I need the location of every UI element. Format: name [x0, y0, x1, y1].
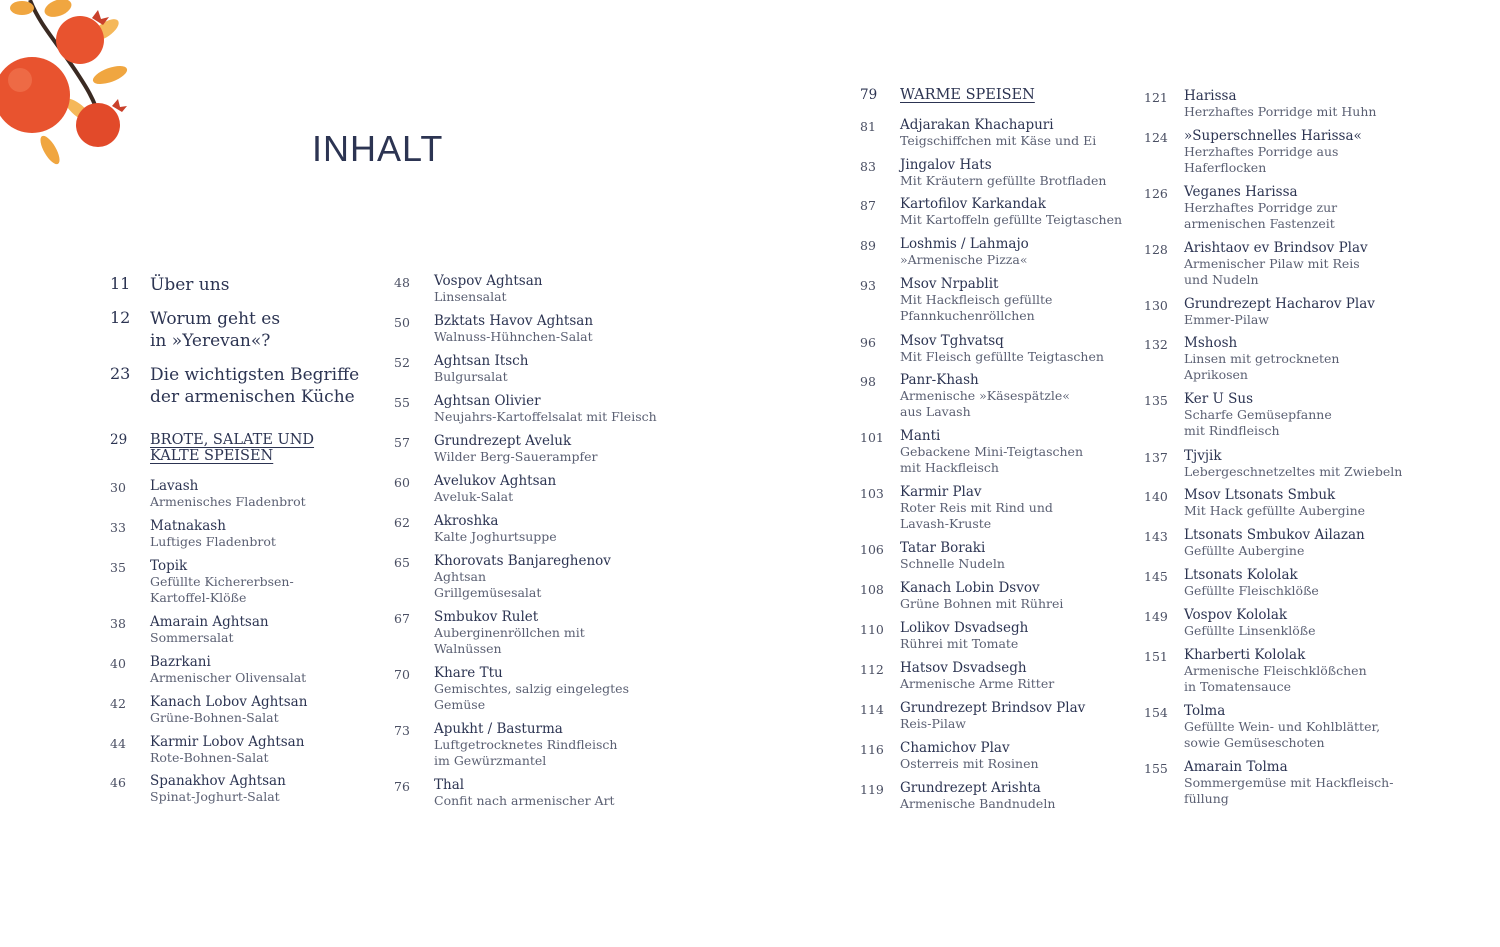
toc-entry	[1144, 607, 1316, 639]
recipe-name: Smbukov Rulet	[434, 609, 539, 625]
toc-entry	[110, 518, 276, 550]
recipe-description: Reis-Pilaw	[900, 716, 967, 731]
recipe-description: im Gewürzmantel	[434, 753, 547, 768]
toc-entry	[110, 478, 306, 510]
recipe-description: Auberginenröllchen mit	[434, 625, 585, 640]
recipe-name: Ltsonats Smbukov Ailazan	[1184, 527, 1365, 543]
toc-entry	[110, 694, 307, 726]
page-number: 79	[860, 87, 878, 103]
recipe-name: Msov Ltsonats Smbuk	[1184, 487, 1336, 503]
recipe-name: Manti	[900, 428, 941, 444]
toc-entry	[394, 777, 615, 809]
section-title: KALTE SPEISEN	[150, 448, 274, 464]
toc-entry	[1144, 128, 1362, 176]
recipe-name: Grundrezept Arishta	[900, 780, 1041, 796]
recipe-description: füllung	[1184, 791, 1229, 806]
toc-entry	[394, 513, 557, 545]
recipe-name: Adjarakan Khachapuri	[900, 117, 1054, 133]
recipe-name: Harissa	[1184, 88, 1237, 104]
page-number: 149	[1144, 609, 1168, 624]
recipe-description: Haferflocken	[1184, 160, 1267, 175]
toc-entry	[1144, 527, 1365, 559]
toc-entry	[1144, 88, 1376, 120]
toc-entry	[1144, 184, 1337, 232]
recipe-description: Gefüllte Kichererbsen-	[150, 574, 294, 589]
recipe-description: Neujahrs-Kartoffelsalat mit Fleisch	[434, 409, 657, 424]
recipe-description: Gefüllte Aubergine	[1184, 543, 1305, 558]
toc-entry	[110, 654, 306, 686]
recipe-name: Amarain Tolma	[1184, 759, 1288, 775]
recipe-name: Hatsov Dsvadsegh	[900, 660, 1027, 676]
page-number: 93	[860, 278, 876, 293]
page-number: 112	[860, 662, 884, 677]
page-number: 151	[1144, 649, 1168, 664]
recipe-name: Loshmis / Lahmajo	[900, 236, 1029, 252]
recipe-name: Veganes Harissa	[1184, 184, 1298, 200]
recipe-name: Mshosh	[1184, 335, 1238, 351]
recipe-name: Grundrezept Aveluk	[434, 433, 572, 449]
toc-entry	[394, 273, 542, 305]
recipe-name: Panr-Khash	[900, 372, 979, 388]
toc-entry	[860, 580, 1063, 612]
recipe-description: Grillgemüsesalat	[434, 585, 542, 600]
toc-entry	[860, 740, 1039, 772]
page-number: 44	[110, 736, 126, 751]
page-number: 132	[1144, 337, 1168, 352]
recipe-description: Walnuss-Hühnchen-Salat	[434, 329, 593, 344]
page-number: 50	[394, 315, 410, 330]
page-number: 65	[394, 555, 410, 570]
recipe-name: Akroshka	[434, 513, 499, 529]
page-number: 106	[860, 542, 884, 557]
recipe-description: Schnelle Nudeln	[900, 556, 1005, 571]
page-number: 155	[1144, 761, 1168, 776]
recipe-name: Kanach Lobov Aghtsan	[150, 694, 308, 710]
page-number: 124	[1144, 130, 1168, 145]
recipe-name: Topik	[150, 558, 188, 574]
page-number: 154	[1144, 705, 1168, 720]
toc-entry	[1144, 448, 1402, 480]
page-number: 126	[1144, 186, 1168, 201]
page-number: 98	[860, 374, 876, 389]
recipe-name: Ker U Sus	[1184, 391, 1253, 407]
toc-entry	[394, 393, 657, 425]
page-number: 40	[110, 656, 126, 671]
recipe-name: Bazrkani	[150, 654, 211, 670]
page-number: 103	[860, 486, 884, 501]
chapter-title: Die wichtigsten Begriffe	[150, 365, 360, 385]
recipe-description: Rührei mit Tomate	[900, 636, 1019, 651]
recipe-name: Kharberti Kololak	[1184, 647, 1306, 663]
recipe-description: »Armenische Pizza«	[900, 252, 1028, 267]
recipe-name: Spanakhov Aghtsan	[150, 773, 286, 789]
toc-entry	[1144, 240, 1368, 288]
recipe-description: Aprikosen	[1184, 367, 1248, 382]
page-number: 128	[1144, 242, 1168, 257]
toc-entry	[110, 558, 294, 606]
chapter-title: Über uns	[150, 275, 230, 295]
page-number: 46	[110, 775, 126, 790]
recipe-name: Chamichov Plav	[900, 740, 1010, 756]
recipe-description: Lavash-Kruste	[900, 516, 992, 531]
toc-entry	[1144, 703, 1380, 751]
toc-entry	[110, 614, 269, 646]
page-number: 52	[394, 355, 410, 370]
toc-entry	[860, 196, 1122, 228]
recipe-name: Khare Ttu	[434, 665, 503, 681]
page-number: 70	[394, 667, 410, 682]
recipe-description: Herzhaftes Porridge aus	[1184, 144, 1339, 159]
recipe-description: aus Lavash	[900, 404, 971, 419]
toc-entry	[394, 313, 593, 345]
recipe-name: Matnakash	[150, 518, 226, 534]
recipe-description: Linsen mit getrockneten	[1184, 351, 1340, 366]
recipe-description: Armenisches Fladenbrot	[150, 494, 306, 509]
recipe-description: Armenische Bandnudeln	[900, 796, 1056, 811]
toc-entry	[110, 274, 229, 296]
toc-entry	[860, 780, 1055, 812]
page-number: 62	[394, 515, 410, 530]
page-number: 101	[860, 430, 884, 445]
toc-entry	[394, 433, 598, 465]
recipe-description: und Nudeln	[1184, 272, 1259, 287]
page-number: 143	[1144, 529, 1168, 544]
toc-entry	[860, 660, 1054, 692]
recipe-description: mit Rindfleisch	[1184, 423, 1280, 438]
recipe-description: Armenische Arme Ritter	[900, 676, 1055, 691]
toc-entry	[394, 473, 556, 505]
page-number: 60	[394, 475, 410, 490]
page-number: 119	[860, 782, 884, 797]
recipe-name: Grundrezept Brindsov Plav	[900, 700, 1086, 716]
recipe-name: Grundrezept Hacharov Plav	[1184, 296, 1375, 312]
toc-entry	[860, 620, 1028, 652]
recipe-description: Sommergemüse mit Hackfleisch-	[1184, 775, 1394, 790]
chapter-title: in »Yerevan«?	[150, 331, 271, 351]
recipe-name: Msov Tghvatsq	[900, 333, 1004, 349]
section-title: BROTE, SALATE UND	[150, 432, 315, 448]
page-number: 145	[1144, 569, 1168, 584]
recipe-description: Confit nach armenischer Art	[434, 793, 615, 808]
recipe-description: mit Hackfleisch	[900, 460, 999, 475]
recipe-description: Kalte Joghurtsuppe	[434, 529, 557, 544]
chapter-title: Worum geht es	[150, 309, 281, 329]
page-number: 108	[860, 582, 884, 597]
recipe-name: Lavash	[150, 478, 199, 494]
recipe-description: Herzhaftes Porridge mit Huhn	[1184, 104, 1377, 119]
recipe-description: Mit Kräutern gefüllte Brotfladen	[900, 173, 1107, 188]
section-title: WARME SPEISEN	[900, 87, 1035, 103]
toc-entry	[860, 157, 1106, 189]
toc-entry	[860, 372, 1070, 420]
toc-entry	[860, 276, 1052, 324]
recipe-name: Arishtaov ev Brindsov Plav	[1184, 240, 1368, 256]
recipe-description: Pfannkuchenröllchen	[900, 308, 1035, 323]
toc-entry	[1144, 487, 1365, 519]
recipe-description: Herzhaftes Porridge zur	[1184, 200, 1338, 215]
recipe-description: Lebergeschnetzeltes mit Zwiebeln	[1184, 464, 1403, 479]
page-number: 48	[394, 275, 410, 290]
page-number: 96	[860, 335, 876, 350]
recipe-description: Mit Fleisch gefüllte Teigtaschen	[900, 349, 1104, 364]
page-title: INHALT	[312, 128, 444, 169]
toc-entry	[394, 553, 611, 601]
toc-entry	[860, 700, 1085, 732]
recipe-description: Armenische Fleischklößchen	[1184, 663, 1367, 678]
recipe-description: Gefüllte Wein- und Kohlblätter,	[1184, 719, 1381, 734]
recipe-name: Khorovats Banjareghenov	[434, 553, 611, 569]
recipe-name: Jingalov Hats	[900, 157, 992, 173]
recipe-description: Walnüssen	[434, 641, 502, 656]
recipe-description: Osterreis mit Rosinen	[900, 756, 1039, 771]
page-number: 76	[394, 779, 410, 794]
pomegranate-illustration	[0, 0, 135, 175]
recipe-name: Amarain Aghtsan	[150, 614, 269, 630]
recipe-description: Bulgursalat	[434, 369, 508, 384]
toc-entry	[110, 364, 359, 408]
section-heading	[110, 432, 314, 464]
toc-entry	[394, 609, 585, 657]
page-number: 73	[394, 723, 410, 738]
page-number: 135	[1144, 393, 1168, 408]
recipe-name: Msov Nrpablit	[900, 276, 999, 292]
recipe-name: Tolma	[1184, 703, 1226, 719]
recipe-name: Apukht / Basturma	[434, 721, 563, 737]
recipe-description: Luftiges Fladenbrot	[150, 534, 276, 549]
recipe-name: Kanach Lobin Dsvov	[900, 580, 1040, 596]
recipe-name: Vospov Kololak	[1184, 607, 1288, 623]
recipe-name: Bzktats Havov Aghtsan	[434, 313, 594, 329]
toc-entry	[860, 428, 1083, 476]
toc-entry	[110, 773, 286, 805]
recipe-description: in Tomatensauce	[1184, 679, 1292, 694]
section-heading	[860, 87, 1035, 103]
recipe-name: Avelukov Aghtsan	[434, 473, 557, 489]
page-number: 140	[1144, 489, 1168, 504]
recipe-name: Aghtsan Itsch	[434, 353, 529, 369]
toc-entry	[1144, 391, 1332, 439]
page-number: 42	[110, 696, 126, 711]
page-number: 12	[110, 308, 131, 327]
recipe-description: Armenischer Olivensalat	[150, 670, 307, 685]
recipe-description: Emmer-Pilaw	[1184, 312, 1269, 327]
toc-entry	[1144, 567, 1319, 599]
page-number: 35	[110, 560, 126, 575]
toc-entry	[860, 117, 1096, 149]
recipe-description: Grüne-Bohnen-Salat	[150, 710, 279, 725]
chapter-title: der armenischen Küche	[150, 387, 355, 407]
recipe-name: Karmir Plav	[900, 484, 982, 500]
recipe-description: Wilder Berg-Sauerampfer	[434, 449, 598, 464]
toc-entry	[1144, 335, 1339, 383]
recipe-description: Linsensalat	[434, 289, 507, 304]
page-number: 89	[860, 238, 876, 253]
page-number: 83	[860, 159, 876, 174]
recipe-name: »Superschnelles Harissa«	[1184, 128, 1362, 144]
page-number: 23	[110, 364, 131, 383]
recipe-name: Tjvjik	[1184, 448, 1222, 464]
recipe-name: Aghtsan Olivier	[434, 393, 541, 409]
toc-entry	[394, 721, 617, 769]
page-number: 137	[1144, 450, 1168, 465]
recipe-description: Kartoffel-Klöße	[150, 590, 247, 605]
toc-entry	[860, 540, 1005, 572]
recipe-description: Roter Reis mit Rind und	[900, 500, 1053, 515]
page-number: 121	[1144, 90, 1168, 105]
recipe-description: Spinat-Joghurt-Salat	[150, 789, 280, 804]
toc-entry	[1144, 296, 1375, 328]
recipe-description: Aghtsan	[434, 569, 487, 584]
recipe-description: Armenische »Käsespätzle«	[900, 388, 1070, 403]
toc-entry	[1144, 647, 1367, 695]
toc-entry	[394, 353, 528, 385]
recipe-description: Aveluk-Salat	[434, 489, 514, 504]
toc-entry	[394, 665, 629, 713]
page-number: 29	[110, 432, 128, 448]
recipe-name: Kartofilov Karkandak	[900, 196, 1046, 212]
page-number: 38	[110, 616, 126, 631]
toc-entry	[860, 236, 1029, 268]
toc-entry	[110, 734, 304, 766]
recipe-description: sowie Gemüseschoten	[1184, 735, 1325, 750]
page-number: 57	[394, 435, 410, 450]
recipe-description: Grüne Bohnen mit Rührei	[900, 596, 1064, 611]
toc-entry	[1144, 759, 1393, 807]
toc-entry	[110, 308, 280, 352]
recipe-name: Thal	[434, 777, 465, 793]
recipe-description: Gefüllte Linsenklöße	[1184, 623, 1316, 638]
recipe-name: Lolikov Dsvadsegh	[900, 620, 1029, 636]
page-number: 81	[860, 119, 876, 134]
recipe-description: Mit Hackfleisch gefüllte	[900, 292, 1053, 307]
recipe-description: armenischen Fastenzeit	[1184, 216, 1335, 231]
recipe-description: Rote-Bohnen-Salat	[150, 750, 269, 765]
page-number: 11	[110, 274, 131, 293]
recipe-description: Scharfe Gemüsepfanne	[1184, 407, 1332, 422]
recipe-description: Gemischtes, salzig eingelegtes	[434, 681, 629, 696]
recipe-description: Gemüse	[434, 697, 486, 712]
recipe-description: Gefüllte Fleischklöße	[1184, 583, 1319, 598]
page-number: 114	[860, 702, 884, 717]
page-number: 33	[110, 520, 126, 535]
toc-entry	[860, 333, 1104, 365]
recipe-description: Sommersalat	[150, 630, 234, 645]
recipe-name: Vospov Aghtsan	[434, 273, 543, 289]
recipe-description: Armenischer Pilaw mit Reis	[1184, 256, 1360, 271]
recipe-description: Mit Hack gefüllte Aubergine	[1184, 503, 1366, 518]
page-number: 130	[1144, 298, 1168, 313]
page-number: 87	[860, 198, 876, 213]
recipe-description: Mit Kartoffeln gefüllte Teigtaschen	[900, 212, 1123, 227]
recipe-description: Luftgetrocknetes Rindfleisch	[434, 737, 618, 752]
page-number: 67	[394, 611, 410, 626]
recipe-name: Ltsonats Kololak	[1184, 567, 1298, 583]
recipe-name: Tatar Boraki	[900, 540, 986, 556]
recipe-name: Karmir Lobov Aghtsan	[150, 734, 305, 750]
page-number: 30	[110, 480, 126, 495]
page-number: 55	[394, 395, 410, 410]
recipe-description: Teigschiffchen mit Käse und Ei	[900, 133, 1097, 148]
page-number: 116	[860, 742, 884, 757]
toc-entry	[860, 484, 1053, 532]
recipe-description: Gebackene Mini-Teigtaschen	[900, 444, 1084, 459]
page-number: 110	[860, 622, 884, 637]
